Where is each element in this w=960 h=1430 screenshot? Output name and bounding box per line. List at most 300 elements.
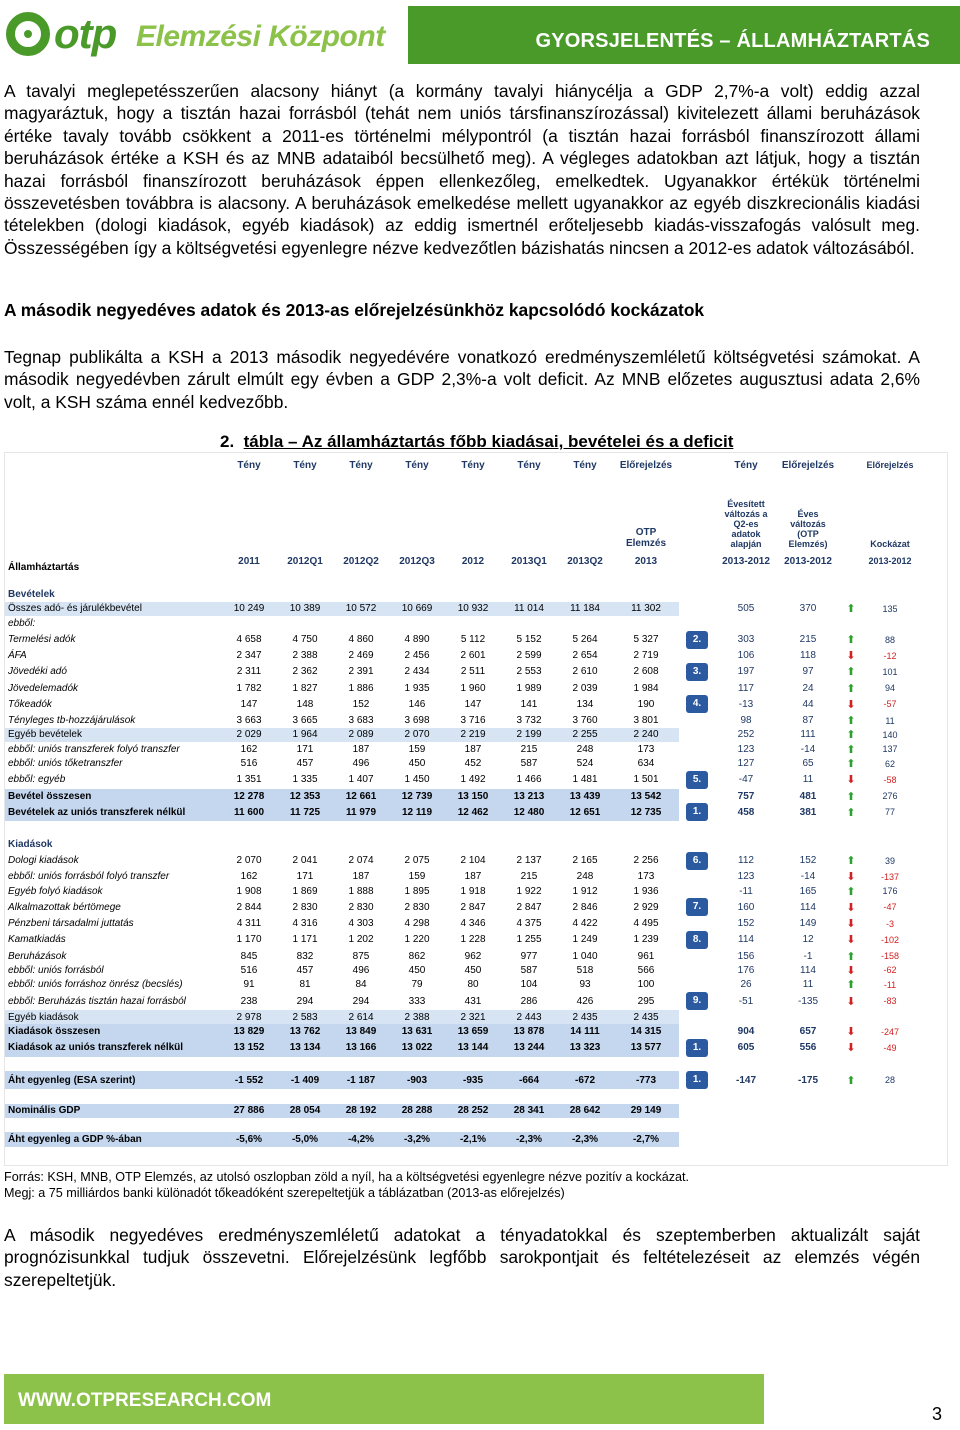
badge-cell xyxy=(679,931,715,949)
table-row xyxy=(5,803,917,821)
value-cell: 450 xyxy=(408,964,426,976)
change-q2-cell: 605 xyxy=(737,1042,755,1054)
value-cell: 12 739 xyxy=(389,789,445,803)
value-cell: 1 869 xyxy=(292,885,318,897)
risk-cell: 140 xyxy=(882,729,898,740)
change-q2-cell: -11 xyxy=(739,885,753,897)
value-cell: 80 xyxy=(467,979,479,991)
change-q2-cell: 112 xyxy=(738,855,754,867)
value-cell: 5 327 xyxy=(633,634,659,646)
value-cell: 4 422 xyxy=(572,918,598,930)
value-cell: 2 847 xyxy=(516,901,542,913)
value-cell: 1 989 xyxy=(516,682,542,694)
risk-cell xyxy=(863,1104,917,1118)
value-cell: 962 xyxy=(464,950,482,962)
value-cell: 2 255 xyxy=(557,728,613,742)
spacer-cell xyxy=(5,1057,917,1071)
value-cell: -2,3% xyxy=(501,1132,557,1146)
header-spacer xyxy=(445,477,501,549)
risk-cell: 28 xyxy=(884,1075,895,1086)
badge-cell xyxy=(679,803,715,821)
badge-cell xyxy=(679,898,715,916)
value-cell: 1 895 xyxy=(404,885,430,897)
value-cell: -664 xyxy=(501,1071,557,1089)
value-cell: 286 xyxy=(520,995,538,1007)
table-row xyxy=(5,713,917,727)
change-annual-cell: 44 xyxy=(802,698,814,710)
header-cell: Éves változás (OTP Elemzés) xyxy=(788,509,828,549)
arrow-down-icon: ⬇ xyxy=(846,1026,856,1039)
section-title: Kiadások xyxy=(8,838,53,850)
value-cell: 1 984 xyxy=(633,682,659,694)
header-cell: Tény xyxy=(573,459,597,471)
badge-cell xyxy=(679,978,715,992)
row-label: Termelési adók xyxy=(8,634,76,646)
header-cell: 2013-2012 xyxy=(784,555,832,567)
header-cell: Tény xyxy=(461,459,485,471)
arrow-up-icon: ⬆ xyxy=(846,666,856,679)
risk-cell: -137 xyxy=(880,871,899,882)
risk-cell: 88 xyxy=(884,634,895,645)
row-label: Áht egyenleg a GDP %-ában xyxy=(5,1132,221,1146)
table-row xyxy=(5,663,917,681)
value-cell: 3 732 xyxy=(516,715,542,727)
value-cell: 13 144 xyxy=(445,1039,501,1057)
header-cell: 2012 xyxy=(461,555,485,567)
change-annual-cell: 370 xyxy=(799,603,817,615)
risk-cell: -57 xyxy=(883,699,897,710)
value-cell: 11 725 xyxy=(277,803,333,821)
change-annual-cell: 556 xyxy=(799,1042,817,1054)
value-cell: 12 462 xyxy=(445,803,501,821)
value-cell: 134 xyxy=(576,698,594,710)
change-annual-cell: 114 xyxy=(800,901,816,913)
value-cell: 426 xyxy=(576,995,594,1007)
row-label: Beruházások xyxy=(8,950,67,962)
change-annual-cell: -14 xyxy=(800,743,816,755)
change-q2-cell: -51 xyxy=(738,995,754,1007)
value-cell: -773 xyxy=(613,1071,679,1089)
table-row xyxy=(5,916,917,930)
value-cell: 2 311 xyxy=(236,666,262,678)
change-q2-cell: 117 xyxy=(738,682,754,694)
value-cell: 10 249 xyxy=(221,602,277,616)
risk-cell: 94 xyxy=(884,683,895,694)
risk-badge: 1. xyxy=(686,803,708,821)
value-cell: 13 631 xyxy=(389,1024,445,1038)
value-cell: 2 830 xyxy=(404,901,430,913)
change-annual-cell: 481 xyxy=(799,790,817,802)
value-cell: 13 022 xyxy=(389,1039,445,1057)
risk-cell: -3 xyxy=(885,918,894,929)
change-annual-cell: 149 xyxy=(799,918,817,930)
value-cell: 2 347 xyxy=(236,650,262,662)
value-cell: 28 252 xyxy=(445,1104,501,1118)
value-cell: 496 xyxy=(352,964,370,976)
value-cell: 4 303 xyxy=(348,918,374,930)
risk-cell: -247 xyxy=(880,1026,899,1037)
change-annual-cell: 118 xyxy=(800,650,816,662)
header-cell: Tény xyxy=(734,459,758,471)
risk-badge: 9. xyxy=(686,992,708,1010)
risk-cell: -49 xyxy=(883,1042,897,1053)
value-cell: 2 256 xyxy=(633,855,659,867)
value-cell xyxy=(445,616,501,630)
value-cell: 862 xyxy=(408,950,426,962)
value-cell: 13 659 xyxy=(445,1024,501,1038)
value-cell: 2 719 xyxy=(633,650,659,662)
value-cell: 1 249 xyxy=(572,934,598,946)
value-cell: 27 886 xyxy=(221,1104,277,1118)
value-cell: 248 xyxy=(576,871,594,883)
badge-cell xyxy=(679,631,715,649)
value-cell: -2,1% xyxy=(445,1132,501,1146)
value-cell: 2 443 xyxy=(501,1010,557,1024)
row-label: Bevételek az uniós transzferek nélkül xyxy=(5,803,221,821)
value-cell: 1 239 xyxy=(633,934,659,946)
change-q2-cell: 123 xyxy=(737,871,755,883)
arrow-down-icon: ⬇ xyxy=(846,871,856,884)
budget-table-grid xyxy=(5,453,917,1147)
arrow-cell xyxy=(839,1132,863,1146)
header-cell: 2013 xyxy=(634,555,658,567)
value-cell: 333 xyxy=(408,995,426,1007)
row-label: Jövedéki adó xyxy=(8,666,67,678)
value-cell: 450 xyxy=(408,758,426,770)
value-cell: 11 979 xyxy=(333,803,389,821)
value-cell: 1 255 xyxy=(516,934,542,946)
row-label: Kiadások az uniós transzferek nélkül xyxy=(5,1039,221,1057)
table-row xyxy=(5,649,917,663)
badge-cell xyxy=(679,713,715,727)
change-q2-cell: 114 xyxy=(738,934,754,946)
value-cell: 13 213 xyxy=(501,789,557,803)
footer-band xyxy=(4,1374,764,1424)
arrow-down-icon: ⬇ xyxy=(846,934,856,947)
revenue-section-title xyxy=(5,587,917,601)
value-cell: 215 xyxy=(520,871,538,883)
value-cell: 159 xyxy=(408,871,426,883)
value-cell: 2 240 xyxy=(613,728,679,742)
value-cell: 2 511 xyxy=(460,666,486,678)
change-annual-cell: 11 xyxy=(802,979,814,991)
risk-cell: -58 xyxy=(883,774,897,785)
change-annual-cell: 381 xyxy=(799,806,817,818)
value-cell: 84 xyxy=(355,979,367,991)
change-q2-cell: 904 xyxy=(737,1026,755,1038)
value-cell: 875 xyxy=(352,950,370,962)
risk-badge: 1. xyxy=(686,1071,708,1089)
value-cell xyxy=(389,616,445,630)
change-annual-cell xyxy=(777,616,839,630)
value-cell: 4 495 xyxy=(633,918,659,930)
value-cell: 13 166 xyxy=(333,1039,389,1057)
header-cell: 2013Q1 xyxy=(511,555,547,567)
value-cell: 28 642 xyxy=(557,1104,613,1118)
value-cell: 2 104 xyxy=(460,855,486,867)
value-cell: 2 435 xyxy=(557,1010,613,1024)
value-cell: 13 829 xyxy=(221,1024,277,1038)
change-annual-cell xyxy=(777,1010,839,1024)
logo-center-text: Elemzési Központ xyxy=(136,20,385,53)
value-cell: 961 xyxy=(637,950,655,962)
value-cell: 12 353 xyxy=(277,789,333,803)
table-row xyxy=(5,992,917,1010)
header-cell: Előrejelzés xyxy=(781,459,835,471)
value-cell: 566 xyxy=(637,964,655,976)
change-annual-cell xyxy=(777,1104,839,1118)
website-link[interactable]: WWW.OTPRESEARCH.COM xyxy=(18,1390,272,1411)
risk-cell: 137 xyxy=(882,744,898,755)
value-cell: 4 750 xyxy=(292,634,318,646)
value-cell: 2 654 xyxy=(572,650,598,662)
row-label: ÁFA xyxy=(8,650,27,662)
value-cell: 13 134 xyxy=(277,1039,333,1057)
table-row xyxy=(5,631,917,649)
value-cell: 2 599 xyxy=(516,650,542,662)
value-cell xyxy=(557,616,613,630)
table-caption-text: tábla – Az államháztartás főbb kiadásai, bevételei és a deficit xyxy=(243,432,734,451)
value-cell: 1 481 xyxy=(572,774,598,786)
value-cell: 13 150 xyxy=(445,789,501,803)
change-q2-cell: 160 xyxy=(737,901,755,913)
value-cell: 2 456 xyxy=(404,650,430,662)
value-cell xyxy=(277,616,333,630)
row-label: Dologi kiadások xyxy=(8,855,79,867)
page-number: 3 xyxy=(931,1404,942,1424)
value-cell: 3 698 xyxy=(404,715,430,727)
value-cell: 4 298 xyxy=(404,918,430,930)
value-cell: 215 xyxy=(520,743,538,755)
value-cell: 2 219 xyxy=(445,728,501,742)
badge-cell xyxy=(679,742,715,756)
arrow-down-icon: ⬇ xyxy=(846,901,856,914)
badge-cell xyxy=(679,789,715,803)
arrow-up-icon: ⬆ xyxy=(846,790,856,803)
table-row xyxy=(5,852,917,870)
header-cell: 2013-2012 xyxy=(868,556,912,566)
value-cell: 457 xyxy=(296,964,314,976)
table-spacer-row xyxy=(5,1089,917,1103)
table-spacer-row xyxy=(5,821,917,837)
change-annual-cell: 114 xyxy=(800,964,816,976)
value-cell: -2,3% xyxy=(557,1132,613,1146)
risk-cell: 77 xyxy=(884,807,895,818)
change-annual-cell: 111 xyxy=(800,729,816,741)
value-cell: 1 782 xyxy=(236,682,262,694)
arrow-down-icon: ⬇ xyxy=(846,774,856,787)
source-note: Forrás: KSH, MNB, OTP Elemzés, az utolsó oszlopban zöld a nyíl, ha a költségvetési egyenlegre nézve pozitív a kockázat. xyxy=(4,1170,690,1184)
change-annual-cell: -135 xyxy=(797,995,818,1007)
value-cell: 93 xyxy=(579,979,591,991)
value-cell: 162 xyxy=(240,743,258,755)
value-cell: 147 xyxy=(240,698,258,710)
change-annual-cell: -1 xyxy=(803,950,813,962)
change-q2-cell: 152 xyxy=(737,918,755,930)
change-q2-cell: 458 xyxy=(737,806,755,818)
header-cell: Előrejelzés xyxy=(866,460,914,470)
value-cell: 2 388 xyxy=(292,650,318,662)
row-label: Áht egyenleg (ESA szerint) xyxy=(5,1071,221,1089)
badge-cell xyxy=(679,681,715,695)
paragraph-2: Tegnap publikálta a KSH a 2013 második negyedévére vonatkozó eredményszemléletű költségvetési számokat. A második negyedévben zárult elmúlt egy évben a GDP 2,3%-a volt deficit. Az MNB előzetes augusztusi adata 2,6% volt, a KSH száma ennél kedvezőbb. xyxy=(4,347,920,412)
paragraph-3: A második negyedéves eredményszemléletű adatokat a tényadatokkal és szeptemberben aktualizált saját prognózisunkkal tudjuk összevetni. Előrejelzésünk legfőbb sarokpontjait és feltételezéseit az elemzés végén szerepeltetjük. xyxy=(4,1225,920,1290)
change-q2-cell: 106 xyxy=(737,650,755,662)
expense-section-title xyxy=(5,837,917,851)
value-cell: 2 039 xyxy=(572,682,598,694)
arrow-down-icon: ⬇ xyxy=(846,918,856,931)
table-caption-number: 2. xyxy=(220,432,235,451)
change-q2-cell: 303 xyxy=(737,634,755,646)
risk-cell: 176 xyxy=(882,886,898,897)
arrow-cell xyxy=(839,616,863,630)
risk-cell xyxy=(863,1132,917,1146)
row-label: ebből: uniós forrásból folyó transzfer xyxy=(8,871,170,883)
risk-cell: -47 xyxy=(883,902,897,913)
change-q2-cell xyxy=(715,1010,777,1024)
value-cell: 2 165 xyxy=(572,855,598,867)
value-cell: 3 801 xyxy=(633,715,659,727)
table-header-row xyxy=(5,549,917,573)
header-cell: Előrejelzés xyxy=(619,459,673,471)
header-cell: 2012Q1 xyxy=(287,555,323,567)
value-cell: -672 xyxy=(557,1071,613,1089)
value-cell xyxy=(333,616,389,630)
risk-badge: 1. xyxy=(686,1039,708,1057)
table-row xyxy=(5,1024,917,1038)
value-cell: 1 351 xyxy=(236,774,262,786)
row-label: Alkalmazottak bértömege xyxy=(8,901,121,913)
table-row xyxy=(5,931,917,949)
value-cell: 1 960 xyxy=(460,682,486,694)
badge-spacer xyxy=(679,549,715,573)
table-row xyxy=(5,978,917,992)
value-cell xyxy=(501,616,557,630)
change-q2-cell: 505 xyxy=(737,603,755,615)
table-row xyxy=(5,728,917,742)
value-cell: 29 149 xyxy=(613,1104,679,1118)
risk-cell: 11 xyxy=(885,715,895,726)
badge-cell xyxy=(679,695,715,713)
change-annual-cell: 87 xyxy=(802,715,814,727)
value-cell: 91 xyxy=(243,979,255,991)
spacer-cell xyxy=(5,821,917,837)
value-cell: 2 847 xyxy=(460,901,486,913)
value-cell: 2 074 xyxy=(348,855,374,867)
row-label: ebből: uniós tőketranszfer xyxy=(8,758,123,770)
value-cell: 845 xyxy=(240,950,258,962)
risk-badge: 6. xyxy=(686,852,708,870)
row-label: Tőkeadók xyxy=(8,698,52,710)
value-cell: 295 xyxy=(637,995,655,1007)
value-cell: 3 760 xyxy=(572,715,598,727)
value-cell: 3 716 xyxy=(460,715,486,727)
risk-cell: 276 xyxy=(882,791,898,802)
value-cell: 171 xyxy=(296,871,314,883)
value-cell: 79 xyxy=(411,979,423,991)
value-cell: -1 552 xyxy=(221,1071,277,1089)
change-q2-cell xyxy=(715,1132,777,1146)
value-cell: 13 439 xyxy=(557,789,613,803)
change-annual-cell: 657 xyxy=(799,1026,817,1038)
value-cell: 457 xyxy=(296,758,314,770)
risk-badge: 3. xyxy=(686,663,708,681)
header-cell: Tény xyxy=(293,459,317,471)
row-label: Egyéb kiadások xyxy=(5,1010,221,1024)
row-label: ebből: uniós transzferek folyó transzfer xyxy=(8,743,180,755)
risk-cell: -83 xyxy=(883,996,897,1007)
value-cell: -4,2% xyxy=(333,1132,389,1146)
value-cell: 2 614 xyxy=(333,1010,389,1024)
table-spacer-row xyxy=(5,573,917,587)
change-q2-cell: 127 xyxy=(737,758,755,770)
value-cell: -3,2% xyxy=(389,1132,445,1146)
badge-cell xyxy=(679,992,715,1010)
value-cell: 1 466 xyxy=(516,774,542,786)
table-row xyxy=(5,963,917,977)
risk-cell: -11 xyxy=(883,979,897,990)
arrow-up-icon: ⬆ xyxy=(846,729,856,742)
value-cell: 4 346 xyxy=(460,918,486,930)
arrow-down-icon: ⬇ xyxy=(846,995,856,1008)
row-label: Pénzbeni társadalmi juttatás xyxy=(8,918,134,930)
risk-cell xyxy=(863,1010,917,1024)
value-cell: 13 577 xyxy=(613,1039,679,1057)
value-cell: 2 137 xyxy=(516,855,542,867)
value-cell: 1 964 xyxy=(277,728,333,742)
change-q2-cell: 757 xyxy=(737,790,755,802)
value-cell: 2 601 xyxy=(460,650,486,662)
value-cell: 3 683 xyxy=(348,715,374,727)
logo-otp-text: otp xyxy=(54,10,117,57)
change-annual-cell: -175 xyxy=(797,1074,818,1086)
value-cell: 4 316 xyxy=(292,918,318,930)
value-cell: 2 434 xyxy=(404,666,430,678)
badge-cell xyxy=(679,663,715,681)
row-label: ebből: egyéb xyxy=(8,774,66,786)
risk-badge: 2. xyxy=(686,631,708,649)
badge-cell xyxy=(679,916,715,930)
value-cell: 12 735 xyxy=(613,803,679,821)
value-cell: 159 xyxy=(408,743,426,755)
value-cell: 10 572 xyxy=(333,602,389,616)
value-cell: 13 244 xyxy=(501,1039,557,1057)
header-cell: 2012Q2 xyxy=(343,555,379,567)
change-annual-cell: 97 xyxy=(802,666,814,678)
value-cell: -935 xyxy=(445,1071,501,1089)
section-heading: A második negyedéves adatok és 2013-as előrejelzésünkhöz kapcsolódó kockázatok xyxy=(4,300,705,320)
value-cell: 13 878 xyxy=(501,1024,557,1038)
value-cell: 152 xyxy=(352,698,370,710)
header-cell: 2013Q2 xyxy=(567,555,603,567)
header-cell: Tény xyxy=(517,459,541,471)
change-q2-cell: 252 xyxy=(737,729,755,741)
table-row xyxy=(5,757,917,771)
budget-table xyxy=(4,452,948,1166)
table-row xyxy=(5,1132,917,1146)
row-label: Tényleges tb-hozzájárulások xyxy=(8,715,136,727)
value-cell: 2 070 xyxy=(389,728,445,742)
value-cell: 1 220 xyxy=(404,934,430,946)
value-cell: 524 xyxy=(576,758,594,770)
badge-cell xyxy=(679,963,715,977)
value-cell: 1 450 xyxy=(404,774,430,786)
value-cell: 1 171 xyxy=(292,934,318,946)
badge-spacer xyxy=(679,477,715,549)
otp-logo-icon xyxy=(6,12,50,56)
row-label: Bevétel összesen xyxy=(5,789,221,803)
change-annual-cell: -14 xyxy=(800,871,816,883)
